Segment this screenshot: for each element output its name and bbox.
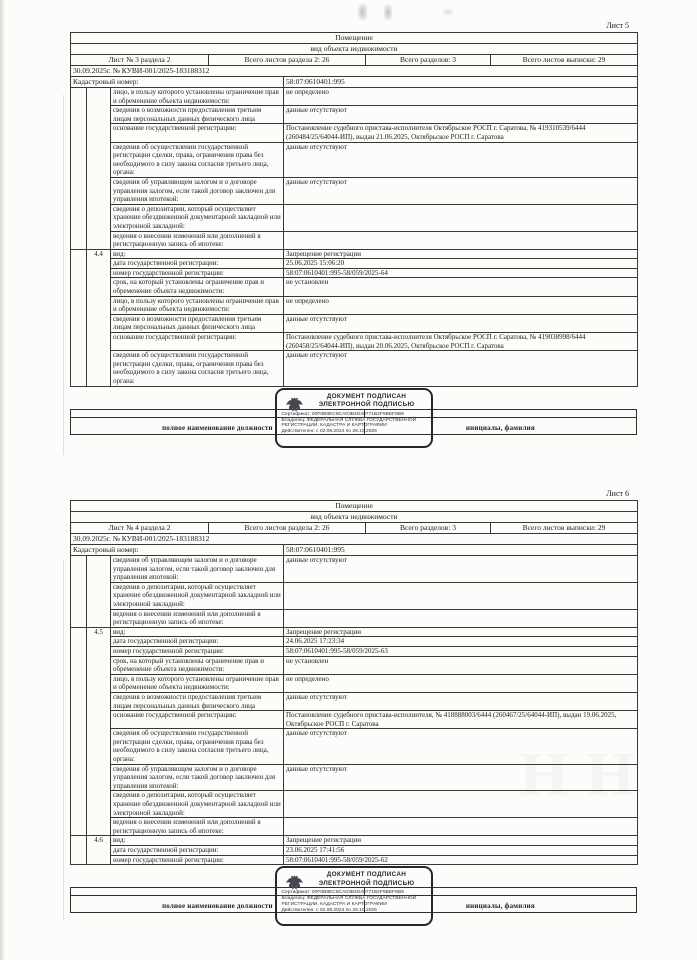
field-label: номер государственной регистрации: xyxy=(111,855,284,865)
table-row xyxy=(71,177,638,204)
table-row xyxy=(71,523,638,534)
scan-edge-shadow xyxy=(0,0,5,960)
table-row xyxy=(71,66,638,77)
field-label: сведения о депозитарии, который осуществляет хранение обездвиженной документарной закладной или электронной закладной: xyxy=(111,204,284,231)
row-spacer-cell xyxy=(71,88,87,250)
field-value: данные отсутствуют xyxy=(284,556,638,583)
field-label: номер государственной регистрации: xyxy=(111,268,284,278)
table-row xyxy=(71,846,638,856)
table-row xyxy=(71,692,638,710)
field-value: не определено xyxy=(284,674,638,692)
field-value: Запрещение регистрации xyxy=(284,249,638,259)
field-value: не определено xyxy=(284,88,638,106)
signature-position-caption: полное наименование должности xyxy=(71,422,365,434)
field-value: Запрещение регистрации xyxy=(284,836,638,846)
table-row xyxy=(71,627,638,637)
record-number: 4.6 xyxy=(87,836,111,865)
field-label: вид: xyxy=(111,627,284,637)
table-row xyxy=(71,545,638,556)
table-row xyxy=(71,609,638,627)
cadastral-number-label: Кадастровый номер: xyxy=(71,545,284,556)
record-number xyxy=(87,556,111,628)
signature-name-caption: инициалы, фамилия xyxy=(465,423,535,432)
field-label: сведения об управляющем залогом и о договоре управления залогом, если такой договор заключен для управления ипотекой: xyxy=(111,556,284,583)
scan-line-artifact xyxy=(63,95,64,455)
stamp-owner: Владелец: ФЕДЕРАЛЬНАЯ СЛУЖБА ГОСУДАРСТВЕННОЙ РЕГИСТРАЦИИ, КАДАСТРА И КАРТОГРАФИИ xyxy=(281,417,417,429)
field-label: срок, на который установлены ограничение прав и обременение объекта недвижимости: xyxy=(111,278,284,296)
table-row xyxy=(71,142,638,177)
field-value: Постановление судебного пристава-исполнителя, № 418888003/6444 (260467/25/64044-ИП), выдан 19.06.2025, Октябрьское РОСП г. Саратова xyxy=(284,711,638,729)
row-spacer-cell xyxy=(71,836,87,865)
page-sheet-5 xyxy=(70,21,637,439)
field-label: лицо, в пользу которого установлены ограничение прав и обременение объекта недвижимости: xyxy=(111,88,284,106)
table-row xyxy=(71,674,638,692)
signature-name-caption: инициалы, фамилия xyxy=(465,902,535,911)
table-row xyxy=(71,501,638,512)
table-row xyxy=(71,729,638,764)
field-label: дата государственной регистрации: xyxy=(111,259,284,269)
table-row xyxy=(71,764,638,791)
field-label: сведения об осуществлении государственной регистрации сделки, права, ограничения права без необходимого в силу закона согласия третьего лица, органа: xyxy=(111,142,284,177)
cadastral-number-value: 58:07:0610401:995 xyxy=(284,545,638,556)
field-label: основание государственной регистрации: xyxy=(111,711,284,729)
field-value: Запрещение регистрации xyxy=(284,627,638,637)
field-value xyxy=(284,582,638,609)
table-row xyxy=(71,204,638,231)
table-row xyxy=(71,77,638,88)
row-spacer-cell xyxy=(71,556,87,628)
table-row xyxy=(71,88,638,106)
field-value: данные отсутствуют xyxy=(284,142,638,177)
row-spacer-cell xyxy=(71,249,87,386)
cadastral-number-label: Кадастровый номер: xyxy=(71,77,284,88)
object-type: Помещение xyxy=(71,501,638,512)
total-sections-cell: Всего разделов: 3 xyxy=(366,55,491,66)
table-row xyxy=(71,582,638,609)
coat-of-arms-icon xyxy=(284,395,305,415)
table-row xyxy=(71,55,638,66)
stamp-details xyxy=(282,890,426,914)
field-value: 58:07:0610401:995-58/059/2025-64 xyxy=(284,268,638,278)
field-value: 25.06.2025 15:06:20 xyxy=(284,259,638,269)
field-label: сведения об управляющем залогом и о договоре управления залогом, если такой договор заключен для управления ипотекой: xyxy=(111,177,284,204)
field-value: данные отсутствуют xyxy=(284,692,638,710)
field-label: основание государственной регистрации: xyxy=(111,124,284,142)
table-row xyxy=(71,124,638,142)
field-value: данные отсутствуют xyxy=(284,351,638,386)
field-value: не установлен xyxy=(284,656,638,674)
stamp-certificate: Сертификат: 00F0B8EC8CA03B4D49771B2F9BEF8B9 xyxy=(281,890,404,896)
field-value: данные отсутствуют xyxy=(284,177,638,204)
extract-date-number: 30.09.2025г. № КУВИ-001/2025-183188312 xyxy=(71,534,638,545)
sheet-info-cell: Лист № 3 раздела 2 xyxy=(71,55,209,66)
sheet-number-label: Лист 6 xyxy=(606,489,629,498)
table-row xyxy=(71,836,638,846)
field-label: лицо, в пользу которого установлены ограничение прав и обременение объекта недвижимости: xyxy=(111,674,284,692)
table-row xyxy=(71,106,638,124)
field-label: сведения о депозитарии, который осуществляет хранение обездвиженной документарной закладной или электронной закладной: xyxy=(111,582,284,609)
table-row xyxy=(71,656,638,674)
table-row xyxy=(71,791,638,818)
field-value: Постановление судебного пристава-исполнителя Октябрьское РОСП г. Саратова, № 419310539/6444 (260484/25/64044-ИП), выдан 21.06.2025, Октябрьское РОСП г. Саратова xyxy=(284,124,638,142)
stamp-certificate: Сертификат: 00F0B8EC8CA03B4D49771B2F9BEF8B9 xyxy=(281,411,404,417)
field-value: 58:07:0610401:995-58/059/2025-62 xyxy=(284,855,638,865)
table-row xyxy=(71,333,638,351)
field-value: не установлен xyxy=(284,278,638,296)
digital-signature-stamp xyxy=(275,388,433,448)
field-label: дата государственной регистрации: xyxy=(111,637,284,647)
field-value: Постановление судебного пристава-исполнителя Октябрьское РОСП г. Саратова, № 419038998/6444 (260458/25/64044-ИП), выдан 20.06.2025, Октябрьское РОСП г. Саратова xyxy=(284,333,638,351)
table-row xyxy=(71,637,638,647)
table-row xyxy=(71,711,638,729)
row-spacer-cell xyxy=(71,627,87,836)
total-sheets-cell: Всего листов выписки: 29 xyxy=(491,55,638,66)
page-sheet-6 xyxy=(70,489,637,917)
field-label: номер государственной регистрации: xyxy=(111,646,284,656)
field-label: срок, на который установлены ограничение прав и обременение объекта недвижимости: xyxy=(111,656,284,674)
object-type-caption: вид объекта недвижимости xyxy=(71,512,638,523)
field-label: дата государственной регистрации: xyxy=(111,846,284,856)
table-row xyxy=(71,231,638,249)
coat-of-arms-icon xyxy=(284,873,305,893)
field-value: 23.06.2025 17:41:56 xyxy=(284,846,638,856)
field-label: лицо, в пользу которого установлены ограничение прав и обременение объекта недвижимости: xyxy=(111,296,284,314)
field-label: ведения о внесении изменений или дополнений в регистрационную запись об ипотеке: xyxy=(111,818,284,836)
digital-signature-stamp xyxy=(275,866,433,926)
field-label: вид: xyxy=(111,249,284,259)
stamp-details xyxy=(282,412,426,436)
stamp-validity: Действителен: с 02.08.2024 по 26.10.2025 xyxy=(281,429,377,435)
table-row xyxy=(71,296,638,314)
sheet-info-cell: Лист № 4 раздела 2 xyxy=(71,523,209,534)
object-type: Помещение xyxy=(71,33,638,44)
table-row xyxy=(71,44,638,55)
table-row xyxy=(71,855,638,865)
extract-date-number: 30.09.2025г. № КУВИ-001/2025-183188312 xyxy=(71,66,638,77)
table-row xyxy=(71,512,638,523)
table-row xyxy=(71,534,638,545)
field-value xyxy=(284,204,638,231)
section-sheets-cell: Всего листов раздела 2: 26 xyxy=(209,523,366,534)
signature-position-caption: полное наименование должности xyxy=(71,900,365,912)
scan-smudge xyxy=(384,5,392,20)
table-row xyxy=(71,818,638,836)
field-value: данные отсутствуют xyxy=(284,106,638,124)
cadastral-number-value: 58:07:0610401:995 xyxy=(284,77,638,88)
field-value: 58:07:0610401:995-58/059/2025-63 xyxy=(284,646,638,656)
table-row xyxy=(71,268,638,278)
field-label: сведения о депозитарии, который осуществляет хранение обездвиженной документарной закладной или электронной закладной: xyxy=(111,791,284,818)
field-label: основание государственной регистрации: xyxy=(111,333,284,351)
record-number: 4.4 xyxy=(87,249,111,386)
stamp-validity: Действителен: с 02.08.2024 по 26.10.2025 xyxy=(281,907,377,913)
field-value: данные отсутствуют xyxy=(284,729,638,764)
field-value: данные отсутствуют xyxy=(284,314,638,332)
table-row xyxy=(71,249,638,259)
table-row xyxy=(71,646,638,656)
field-label: сведения об осуществлении государственной регистрации сделки, права, ограничения права без необходимого в силу закона согласия третьего лица, органа: xyxy=(111,351,284,386)
field-value xyxy=(284,231,638,249)
field-value xyxy=(284,791,638,818)
scan-smudge xyxy=(358,4,367,20)
sheet-number-label: Лист 5 xyxy=(606,21,629,30)
total-sections-cell: Всего разделов: 3 xyxy=(366,523,491,534)
signature-area xyxy=(70,871,637,917)
field-label: сведения о возможности предоставления третьим лицам персональных данных физического лица xyxy=(111,314,284,332)
field-value: не определено xyxy=(284,296,638,314)
field-label: сведения о возможности предоставления третьим лицам персональных данных физического лица xyxy=(111,692,284,710)
field-label: сведения об осуществлении государственной регистрации сделки, права, ограничения права без необходимого в силу закона согласия третьего лица, органа: xyxy=(111,729,284,764)
field-value xyxy=(284,609,638,627)
field-value: 24.06.2025 17:23:34 xyxy=(284,637,638,647)
table-row xyxy=(71,259,638,269)
field-label: вид: xyxy=(111,836,284,846)
signature-area xyxy=(70,392,637,439)
total-sheets-cell: Всего листов выписки: 29 xyxy=(491,523,638,534)
scan-smudge xyxy=(443,9,453,15)
table-row xyxy=(71,351,638,386)
field-label: ведения о внесении изменений или дополнений в регистрационную запись об ипотеке: xyxy=(111,231,284,249)
object-type-caption: вид объекта недвижимости xyxy=(71,44,638,55)
section-sheets-cell: Всего листов раздела 2: 26 xyxy=(209,55,366,66)
record-number xyxy=(87,88,111,250)
object-info-table xyxy=(70,32,638,387)
field-value xyxy=(284,818,638,836)
stamp-title: ДОКУМЕНТ ПОДПИСАН ЭЛЕКТРОННОЙ ПОДПИСЬЮ xyxy=(318,871,415,887)
record-number: 4.5 xyxy=(87,627,111,836)
table-row xyxy=(71,314,638,332)
object-info-table xyxy=(70,500,638,865)
field-label: сведения об управляющем залогом и о договоре управления залогом, если такой договор заключен для управления ипотекой: xyxy=(111,764,284,791)
field-label: ведения о внесении изменений или дополнений в регистрационную запись об ипотеке: xyxy=(111,609,284,627)
table-row xyxy=(71,278,638,296)
scan-line-artifact xyxy=(63,560,64,920)
stamp-title: ДОКУМЕНТ ПОДПИСАН ЭЛЕКТРОННОЙ ПОДПИСЬЮ xyxy=(318,392,415,409)
stamp-owner: Владелец: ФЕДЕРАЛЬНАЯ СЛУЖБА ГОСУДАРСТВЕННОЙ РЕГИСТРАЦИИ, КАДАСТРА И КАРТОГРАФИИ xyxy=(281,896,417,907)
table-row xyxy=(71,556,638,583)
field-label: сведения о возможности предоставления третьим лицам персональных данных физического лица xyxy=(111,106,284,124)
field-value: данные отсутствуют xyxy=(284,764,638,791)
table-row xyxy=(71,33,638,44)
